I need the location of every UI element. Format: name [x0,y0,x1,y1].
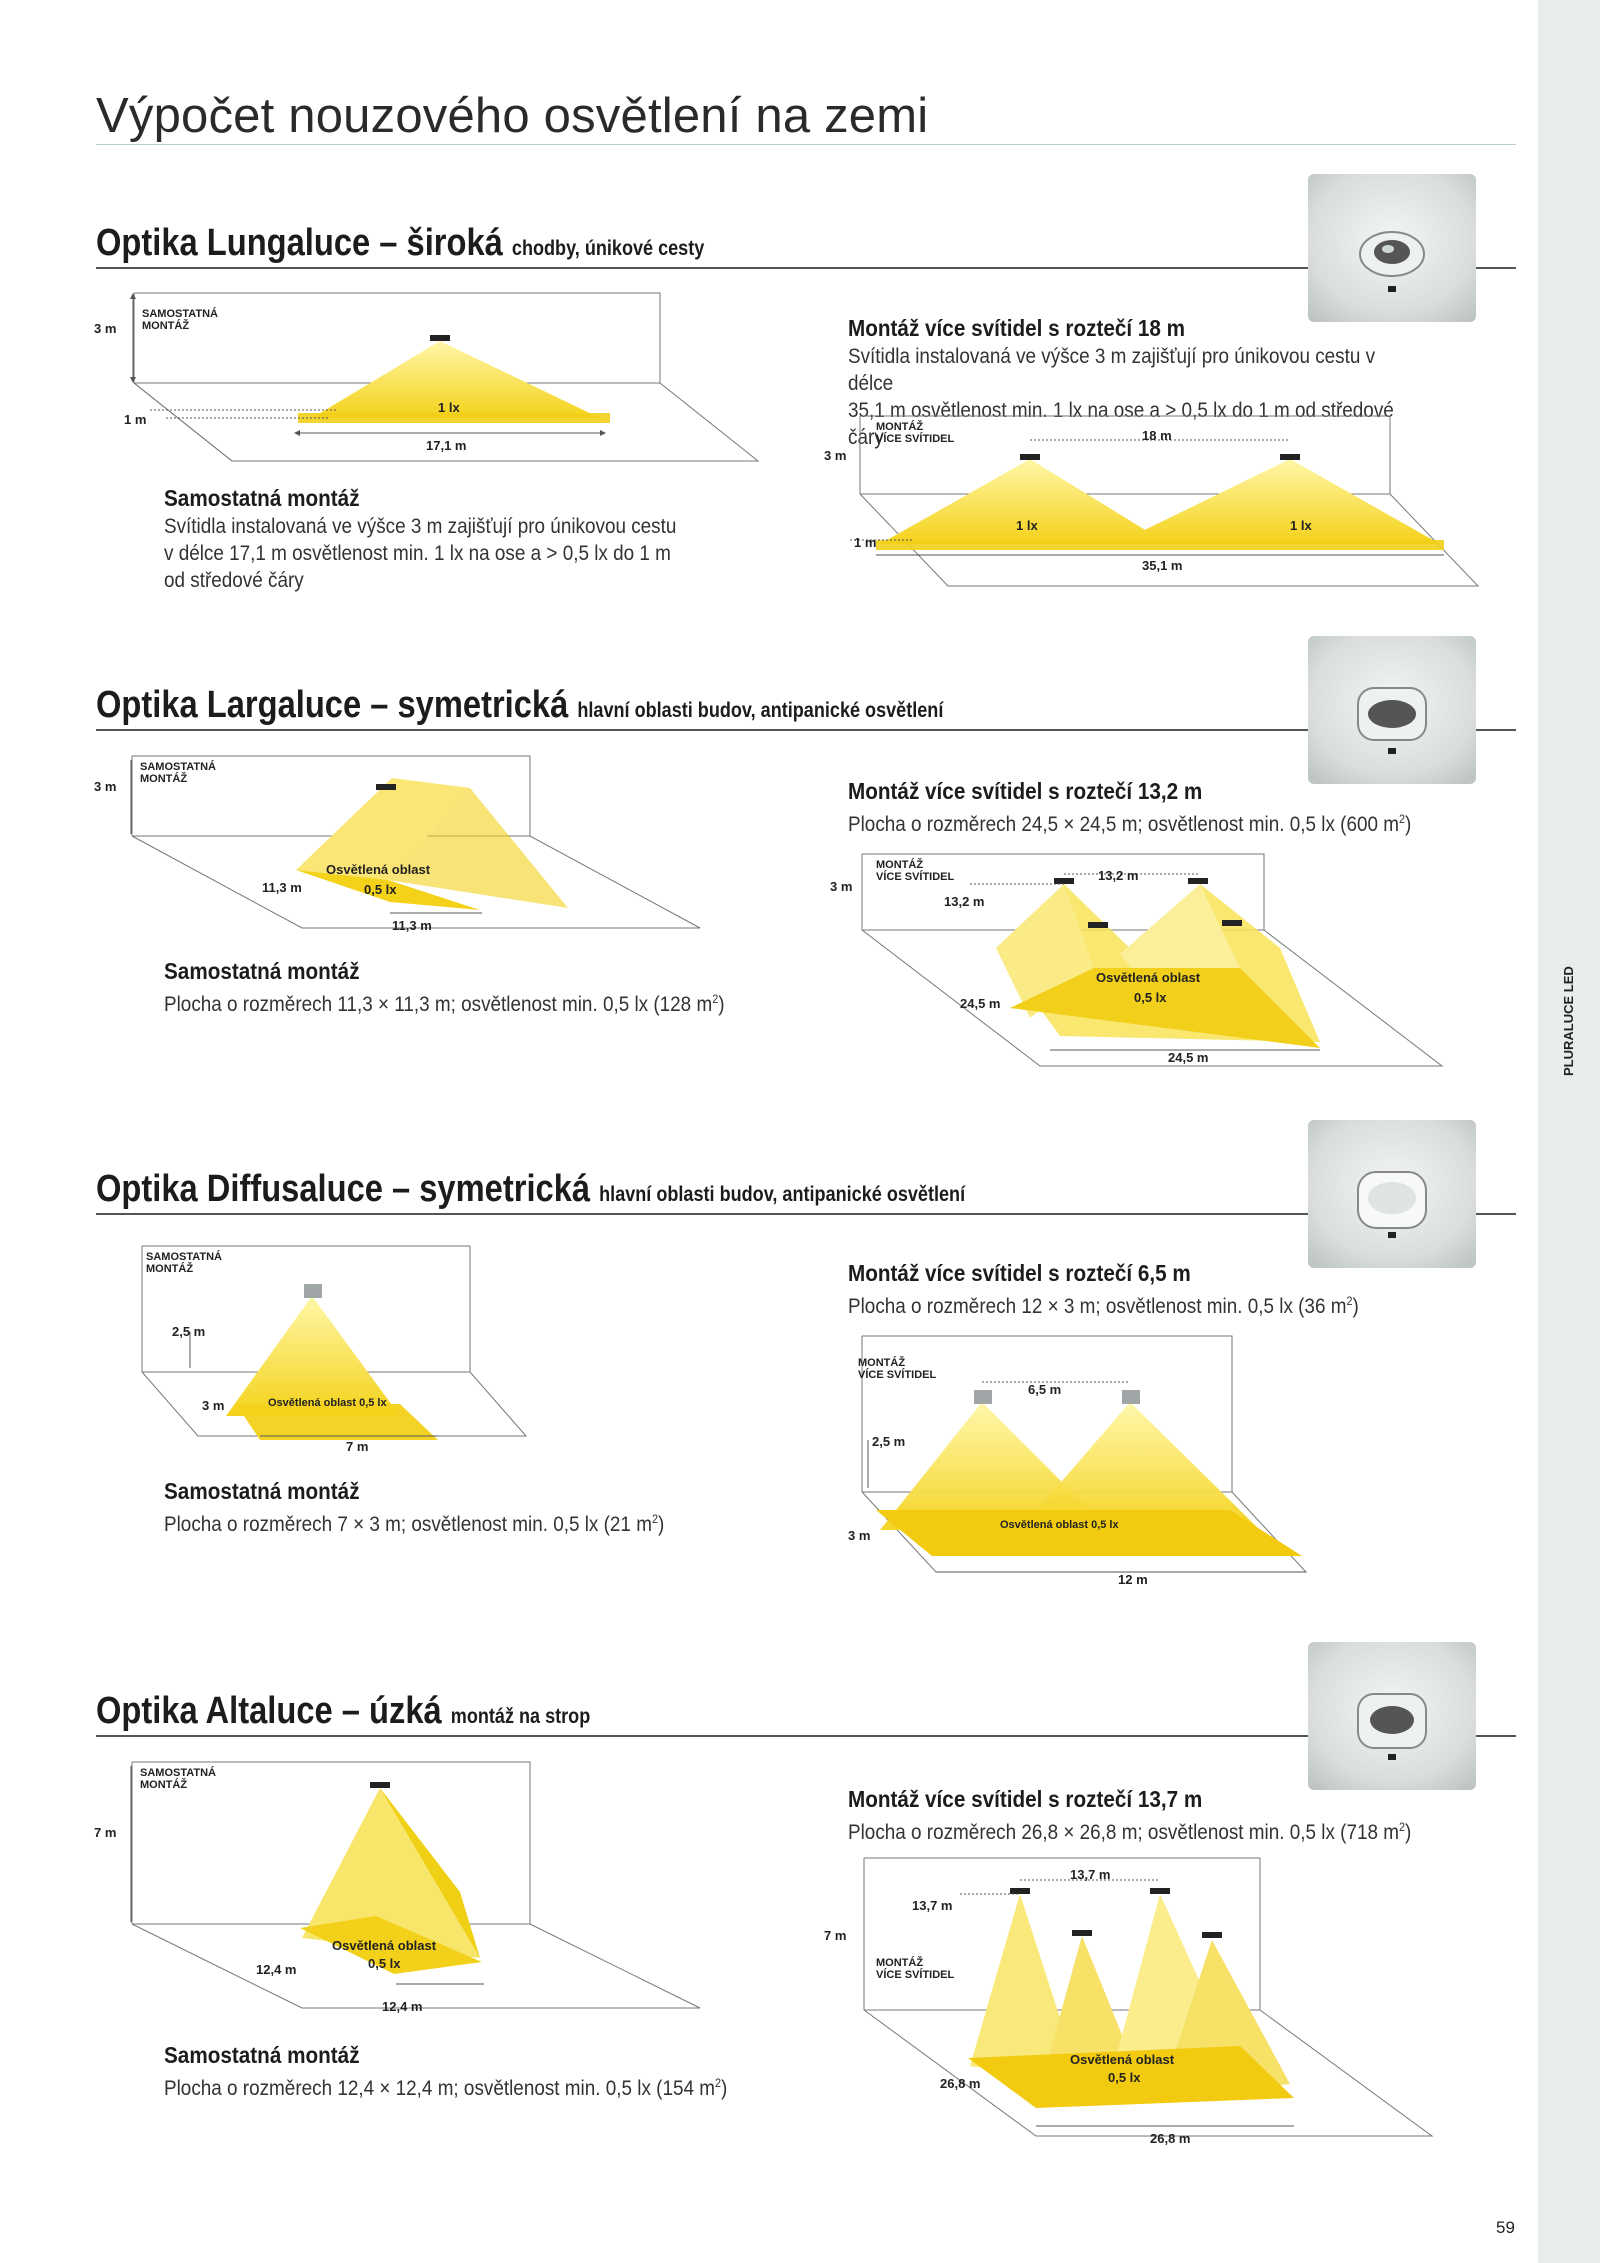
luminaire-icon [974,1390,992,1404]
section-title-text: Optika Altaluce – úzká [96,1690,442,1732]
luminaire-icon [1188,878,1208,884]
subsection-heading: Samostatná montáž [164,1478,360,1504]
dim-length: 12 m [1118,1572,1148,1587]
description-text: ) [718,993,725,1016]
lux-label: 1 lx [438,400,460,415]
section-divider [96,1735,1516,1737]
mount-label: MONTÁŽ [858,1357,906,1369]
luminaire-icon [1280,454,1300,460]
subsection-heading: Montáž více svítidel s roztečí 18 m [848,315,1186,341]
luminaire-icon [1122,1390,1140,1404]
subsection-description [164,2070,740,2102]
section-divider [96,267,1516,269]
diagram-single [90,1240,770,1455]
section-subtitle: chodby, únikové cesty [511,237,705,260]
dim-width: 1 m [854,535,877,550]
lamp-thumbnail-icon [1308,1642,1476,1790]
description-text: Plocha o rozměrech 24,5 × 24,5 m; osvětlenost min. 0,5 lx (600 m [848,813,1400,836]
subsection-heading: Samostatná montáž [164,485,360,511]
description-text: Plocha o rozměrech 11,3 × 11,3 m; osvětlenost min. 0,5 lx (128 m [164,993,713,1016]
luminaire-icon [430,335,450,341]
mount-label: MONTÁŽ [140,773,188,785]
description-text: Plocha o rozměrech 12 × 3 m; osvětlenost min. 0,5 lx (36 m [848,1295,1347,1318]
section-title [96,684,943,727]
description-line: 35,1 m osvětlenost min. 1 lx na ose a > 0,5 lx do 1 m od středové čáry [848,399,1394,449]
subsection-description [164,1506,740,1538]
description-text: Plocha o rozměrech 26,8 × 26,8 m; osvětlenost min. 0,5 lx (718 m [848,1821,1400,1844]
mount-label: MONTÁŽ [140,1779,188,1791]
dim-side: 11,3 m [262,880,302,895]
dim-side: 3 m [202,1398,225,1413]
subsection-heading: Samostatná montáž [164,958,360,984]
dim-spacing: 13,7 m [912,1898,953,1913]
mount-label: VÍCE SVÍTIDEL [876,1969,955,1981]
mount-label: MONTÁŽ [876,421,924,433]
mount-label: VÍCE SVÍTIDEL [858,1369,937,1381]
diagram-multi [820,848,1510,1083]
description-text: ) [721,2077,728,2100]
subsection-description [164,513,722,594]
diagram-multi [820,410,1510,595]
section-title-text: Optika Lungaluce – široká [96,222,503,264]
section-subtitle: montáž na strop [450,1705,591,1728]
description-text: ) [1352,1295,1359,1318]
luminaire-icon [1054,878,1074,884]
luminaire-icon [304,1284,322,1298]
dim-spacing: 13,2 m [1098,868,1139,883]
area-label: Osvětlená oblast 0,5 lx [268,1397,387,1409]
dim-side: 12,4 m [256,1962,297,1977]
section-subtitle: hlavní oblasti budov, antipanické osvětlení [577,699,944,722]
dim-height: 3 m [830,879,853,894]
section-title [96,1690,590,1733]
dim-length: 7 m [346,1439,369,1454]
dim-side: 3 m [848,1528,871,1543]
superscript: 2 [712,992,719,1006]
superscript: 2 [715,2076,722,2090]
diagram-single [90,748,770,953]
description-text: ) [1405,1821,1412,1844]
area-label: Osvětlená oblast [332,1938,437,1953]
page-number: 59 [1496,2218,1515,2237]
luminaire-icon [1088,922,1108,928]
subsection-description [164,986,740,1018]
dim-height: 3 m [824,448,847,463]
dim-height: 2,5 m [872,1434,906,1449]
subsection-heading: Montáž více svítidel s roztečí 6,5 m [848,1260,1191,1286]
sidebar-band [1538,0,1600,2263]
mount-label: SAMOSTATNÁ [140,1767,216,1779]
subsection-description [848,1288,1424,1320]
diagram-multi [820,1336,1510,1591]
mount-label: MONTÁŽ [146,1263,194,1275]
diagram-single [90,1762,770,2027]
section-subtitle: hlavní oblasti budov, antipanické osvětlení [599,1183,966,1206]
area-label: Osvětlená oblast [1096,970,1201,985]
luminaire-icon [376,784,396,790]
mount-label: SAMOSTATNÁ [140,761,216,773]
luminaire-icon [1072,1930,1092,1936]
description-line: od středové čáry [164,569,304,592]
luminaire-icon [1222,920,1242,926]
section-title-text: Optika Diffusaluce – symetrická [96,1168,591,1210]
dim-length: 17,1 m [426,438,467,453]
lux-label: 0,5 lx [1134,990,1167,1005]
mount-label: MONTÁŽ [876,859,924,871]
dim-spacing: 18 m [1142,428,1172,443]
section-title [96,1168,965,1211]
subsection-heading: Montáž více svítidel s roztečí 13,7 m [848,1786,1203,1812]
dim-spacing: 6,5 m [1028,1382,1062,1397]
dim-height: 2,5 m [172,1324,206,1339]
lux-label: 0,5 lx [1108,2070,1141,2085]
dim-spacing: 13,7 m [1070,1867,1111,1882]
diagram-single [90,285,770,480]
description-text: Plocha o rozměrech 12,4 × 12,4 m; osvětlenost min. 0,5 lx (154 m [164,2077,716,2100]
section-divider [96,1213,1516,1215]
area-label: Osvětlená oblast [1070,2052,1175,2067]
dim-length: 35,1 m [1142,558,1183,573]
dim-width: 1 m [124,412,147,427]
luminaire-icon [1020,454,1040,460]
mount-label: MONTÁŽ [142,320,190,332]
mount-label: SAMOSTATNÁ [142,308,218,320]
description-line: Svítidla instalovaná ve výšce 3 m zajišťují pro únikovou cestu [164,515,677,538]
sidebar-label: PLURALUCE LED [1561,966,1576,1076]
lamp-thumbnail-icon [1308,1120,1476,1268]
superscript: 2 [1399,1820,1406,1834]
description-line: Svítidla instalovaná ve výšce 3 m zajišťují pro únikovou cestu v délce [848,345,1376,395]
title-divider [96,144,1516,145]
lamp-thumbnail-icon [1308,174,1476,322]
dim-length: 24,5 m [1168,1050,1209,1065]
diagram-multi [820,1858,1510,2163]
luminaire-icon [370,1782,390,1788]
subsection-description [848,806,1424,838]
luminaire-icon [1150,1888,1170,1894]
lux-label: 1 lx [1016,518,1038,533]
section-divider [96,729,1516,731]
dim-length: 11,3 m [392,918,432,933]
lamp-thumbnail-icon [1308,636,1476,784]
subsection-description [848,1814,1424,1846]
page-title: Výpočet nouzového osvětlení na zemi [96,89,929,143]
subsection-heading: Samostatná montáž [164,2042,360,2068]
superscript: 2 [1346,1294,1353,1308]
dim-height: 7 m [824,1928,847,1943]
section-title-text: Optika Largaluce – symetrická [96,684,569,726]
mount-label: VÍCE SVÍTIDEL [876,871,955,883]
luminaire-icon [1010,1888,1030,1894]
mount-label: VÍCE SVÍTIDEL [876,433,955,445]
dim-height: 7 m [94,1825,117,1840]
dim-side: 24,5 m [960,996,1001,1011]
mount-label: SAMOSTATNÁ [146,1251,222,1263]
dim-height: 3 m [94,779,117,794]
dim-spacing: 13,2 m [944,894,985,909]
luminaire-icon [1202,1932,1222,1938]
lux-label: 0,5 lx [368,1956,401,1971]
description-line: v délce 17,1 m osvětlenost min. 1 lx na ose a > 0,5 lx do 1 m [164,542,671,565]
description-text: Plocha o rozměrech 7 × 3 m; osvětlenost min. 0,5 lx (21 m [164,1513,652,1536]
mount-label: MONTÁŽ [876,1957,924,1969]
superscript: 2 [651,1512,658,1526]
description-text: ) [1405,813,1412,836]
subsection-heading: Montáž více svítidel s roztečí 13,2 m [848,778,1203,804]
dim-height: 3 m [94,321,117,336]
dim-length: 12,4 m [382,1999,423,2014]
dim-length: 26,8 m [1150,2131,1191,2146]
area-label: Osvětlená oblast 0,5 lx [1000,1519,1119,1531]
lux-label: 1 lx [1290,518,1312,533]
superscript: 2 [1399,812,1406,826]
section-title [96,222,704,265]
dim-side: 26,8 m [940,2076,981,2091]
description-text: ) [657,1513,665,1536]
lux-label: 0,5 lx [364,882,397,897]
area-label: Osvětlená oblast [326,862,431,877]
